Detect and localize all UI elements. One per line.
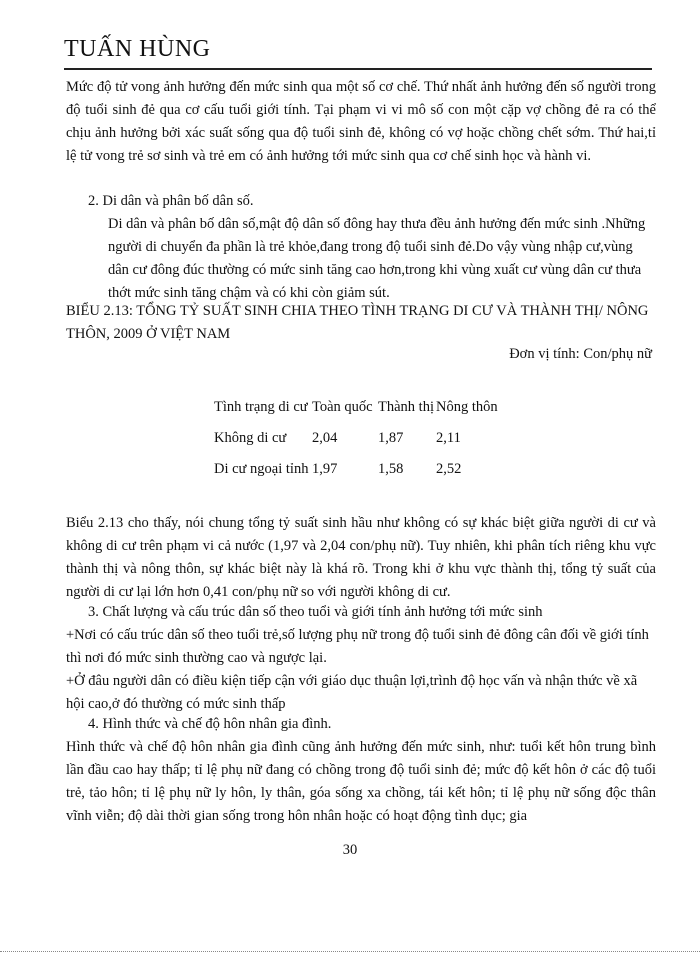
page-bottom-border <box>0 951 700 952</box>
table-cell: 1,87 <box>378 430 404 446</box>
fertility-table <box>214 392 506 485</box>
table-caption: BIỂU 2.13: TỔNG TỶ SUẤT SINH CHIA THEO TÌNH TRẠNG DI CƯ VÀ THÀNH THỊ/ NÔNG THÔN, 2009 Ở VIỆT NAM <box>66 303 649 342</box>
table-cell: 1,58 <box>378 461 404 477</box>
table-cell: 2,04 <box>312 430 338 446</box>
paragraph-mortality: Mức độ tử vong ảnh hưởng đến mức sinh qua một số cơ chế. Thứ nhất ảnh hưởng đến số người trong độ tuổi sinh đẻ qua cơ cấu tuổi giới tính. Tại phạm vi vi mô số con một cặp vợ chồng đẻ ra có thể chịu ảnh hưởng bởi xác suất sống qua độ tuổi sinh đẻ, không có vợ hoặc chồng chết sớm. Thứ hai,tỉ lệ tử vong trẻ sơ sinh và trẻ em có ảnh hưởng tới mức sinh qua cơ chế sinh học và hành vi. <box>66 79 656 164</box>
header-divider <box>64 68 652 70</box>
paragraph-age-structure: +Nơi có cấu trúc dân số theo tuổi trẻ,số lượng phụ nữ trong độ tuổi sinh đẻ đông cân đối về giới tính thì nơi đó mức sinh thường cao và ngược lại. <box>66 627 649 666</box>
table-header-cell: Thành thị <box>378 399 434 415</box>
table-header-cell: Nông thôn <box>436 399 498 415</box>
list-item-migration-body: Di dân và phân bố dân số,mật độ dân số đông hay thưa đều ảnh hưởng đến mức sinh .Những người di chuyển đa phần là trẻ khỏe,đang trong độ tuổi sinh đẻ.Do vậy vùng nhập cư,vùng dân cư đông đúc thường có mức sinh tăng cao hơn,trong khi vùng xuất cư vùng dân cư thưa thớt mức sinh tăng chậm và có khi còn giảm sút. <box>108 216 646 301</box>
table-cell: Không di cư <box>214 430 287 446</box>
table-header-cell: Toàn quốc <box>312 399 373 415</box>
page-number: 30 <box>342 842 358 858</box>
list-item-migration-heading: 2. Di dân và phân bố dân số. <box>88 193 254 209</box>
list-item-marriage: 4. Hình thức và chế độ hôn nhân gia đình. <box>88 716 332 732</box>
table-row <box>214 454 506 485</box>
table-header-cell: Tình trạng di cư <box>214 399 308 415</box>
table-cell: 2,52 <box>436 461 462 477</box>
running-header: TUẤN HÙNG <box>64 36 211 62</box>
paragraph-marriage: Hình thức và chế độ hôn nhân gia đình cũng ảnh hưởng đến mức sinh, như: tuổi kết hôn trung bình lần đầu cao hay thấp; tỉ lệ phụ nữ đang có chồng trong độ tuổi sinh đẻ; mức độ kết hôn ở các độ tuổi trẻ, tảo hôn; tỉ lệ phụ nữ ly hôn, ly thân, góa sống xa chồng, tái kết hôn; tỉ lệ phụ nữ sống độc thân vĩnh viễn; độ dài thời gian sống trong hôn nhân hoặc có hoạt động tình dục; gia <box>66 739 656 824</box>
table-header-row <box>214 392 506 423</box>
table-cell: 1,97 <box>312 461 338 477</box>
list-item-population-structure: 3. Chất lượng và cấu trúc dân số theo tuổi và giới tính ảnh hưởng tới mức sinh <box>88 604 543 620</box>
table-cell: 2,11 <box>436 430 461 446</box>
paragraph-table-analysis: Biểu 2.13 cho thấy, nói chung tổng tỷ suất sinh hầu như không có sự khác biệt giữa người di cư và không di cư trên phạm vi cả nước (1,97 và 2,04 con/phụ nữ). Tuy nhiên, khi phân tích riêng khu vực thành thị và nông thôn, sự khác biệt này là khá rõ. Trong khi ở khu vực thành thị, tổng tỷ suất của người di cư lại lớn hơn 0,41 con/phụ nữ so với người không di cư. <box>66 515 656 600</box>
table-unit: Đơn vị tính: Con/phụ nữ <box>509 346 652 362</box>
table-row <box>214 423 506 454</box>
table-cell: Di cư ngoại tỉnh <box>214 461 309 477</box>
paragraph-education: +Ở đâu người dân có điều kiện tiếp cận với giáo dục thuận lợi,trình độ học vấn và nhận thức về xã hội cao,ở đó thường có mức sinh thấp <box>66 673 638 712</box>
